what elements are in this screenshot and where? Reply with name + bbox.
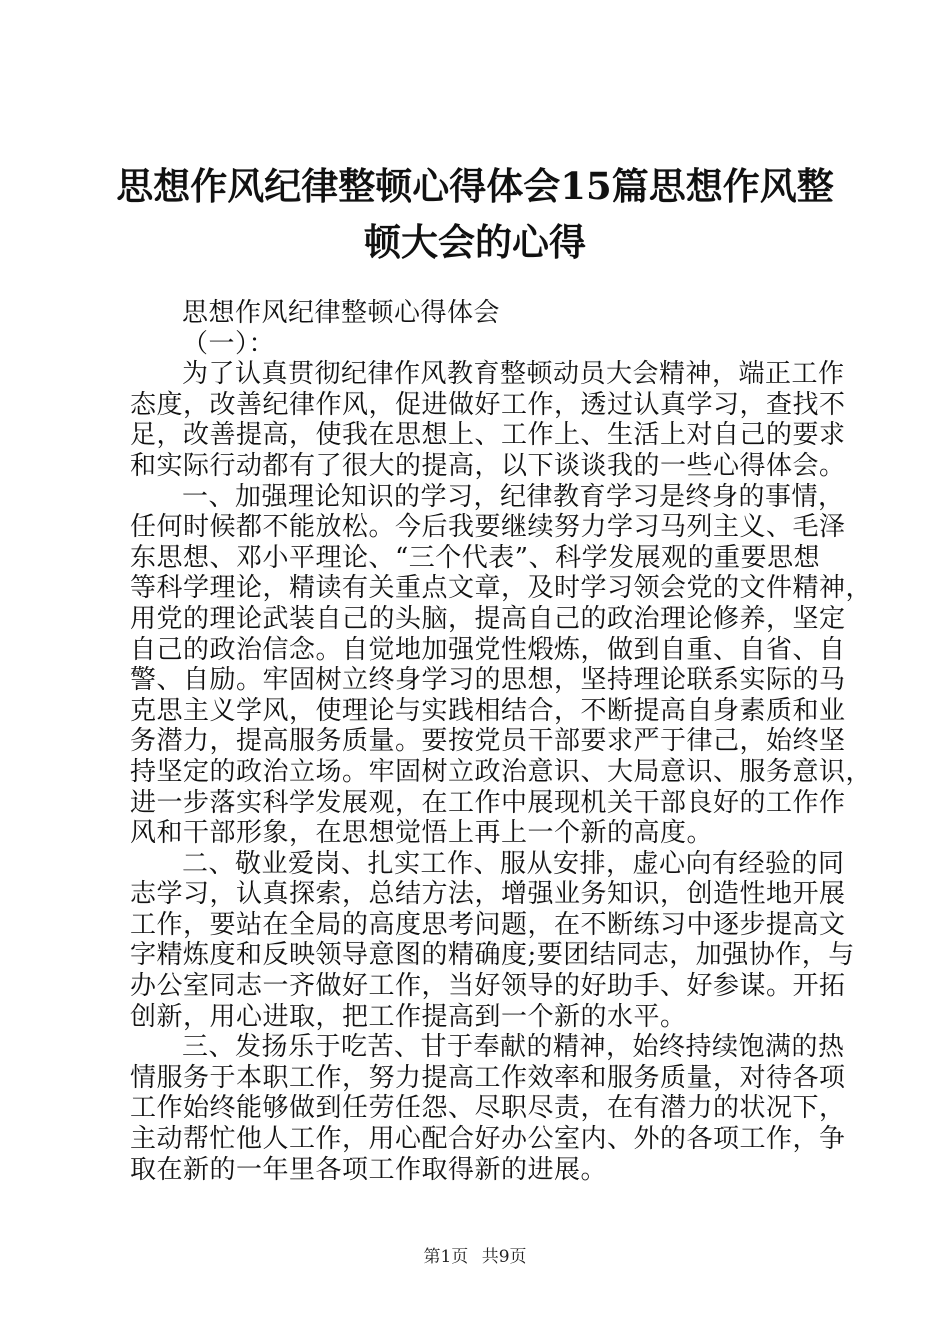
page-number: 第1页 [423,1247,469,1267]
paragraph-line: 等科学理论，精读有关重点文章，及时学习领会党的文件精神， [130,573,873,604]
title-line-1: 思想作风纪律整顿心得体会15篇思想作风整 [116,164,834,208]
paragraph-line: 自己的政治信念。自觉地加强党性煅炼，做到自重、自省、自 [130,634,846,665]
document-body [130,298,873,1185]
paragraph-line: 用党的理论武装自己的头脑，提高自己的政治理论修养，坚定 [130,603,846,634]
paragraph-line: 为了认真贯彻纪律作风教育整顿动员大会精神，端正工作 [182,359,845,390]
paragraph-line: 警、自励。牢固树立终身学习的思想，坚持理论联系实际的马 [130,665,846,696]
paragraph-line: 志学习，认真探索，总结方法，增强业务知识，创造性地开展 [130,879,846,910]
paragraph-line: 工作始终能够做到任劳任怨、尽职尽责，在有潜力的状况下， [130,1093,846,1124]
paragraph-line: 一、加强理论知识的学习，纪律教育学习是终身的事情， [182,481,845,512]
document-title [100,158,850,270]
paragraph-line: 取在新的一年里各项工作取得新的进展。 [130,1154,608,1185]
paragraph-line: 持坚定的政治立场。牢固树立政治意识、大局意识、服务意识， [130,756,873,787]
subtitle-line: 思想作风纪律整顿心得体会 [182,298,501,328]
paragraph-line: 创新，用心进取，把工作提高到一个新的水平。 [130,1001,687,1032]
paragraph-line: 克思主义学风，使理论与实践相结合，不断提高自身素质和业 [130,695,846,726]
paragraph-line: 足，改善提高，使我在思想上、工作上、生活上对自己的要求 [130,420,846,451]
paragraph-line: 和实际行动都有了很大的提高，以下谈谈我的一些心得体会。 [130,450,846,481]
page-footer [0,1242,950,1267]
title-line-2: 顿大会的心得 [364,220,586,264]
paragraph-line: 态度，改善纪律作风，促进做好工作，透过认真学习，查找不 [130,389,846,420]
paragraph-line: 三、发扬乐于吃苦、甘于奉献的精神，始终持续饱满的热 [182,1032,845,1063]
paragraph-line: 办公室同志一齐做好工作，当好领导的好助手、好参谋。开拓 [130,971,846,1002]
paragraph-line: 工作，要站在全局的高度思考问题，在不断练习中逐步提高文 [130,909,846,940]
paragraph-line: 情服务于本职工作，努力提高工作效率和服务质量，对待各项 [130,1062,846,1093]
paragraph-line: 进一步落实科学发展观，在工作中展现机关干部良好的工作作 [130,787,846,818]
page-total: 共9页 [481,1247,527,1267]
paragraph-line: 务潜力，提高服务质量。要按党员干部要求严于律己，始终坚 [130,726,846,757]
section-number-line: （一）： [182,328,276,359]
paragraph-line: 二、敬业爱岗、扎实工作、服从安排，虚心向有经验的同 [182,848,845,879]
paragraph-line: 主动帮忙他人工作，用心配合好办公室内、外的各项工作，争 [130,1124,846,1155]
paragraph-line: 任何时候都不能放松。今后我要继续努力学习马列主义、毛泽 [130,512,846,543]
paragraph-line: 字精炼度和反映领导意图的精确度;要团结同志，加强协作，与 [130,940,855,971]
paragraph-line: 东思想、邓小平理论、“三个代表”、科学发展观的重要思想 [130,542,821,573]
paragraph-line: 风和干部形象，在思想觉悟上再上一个新的高度。 [130,818,714,849]
